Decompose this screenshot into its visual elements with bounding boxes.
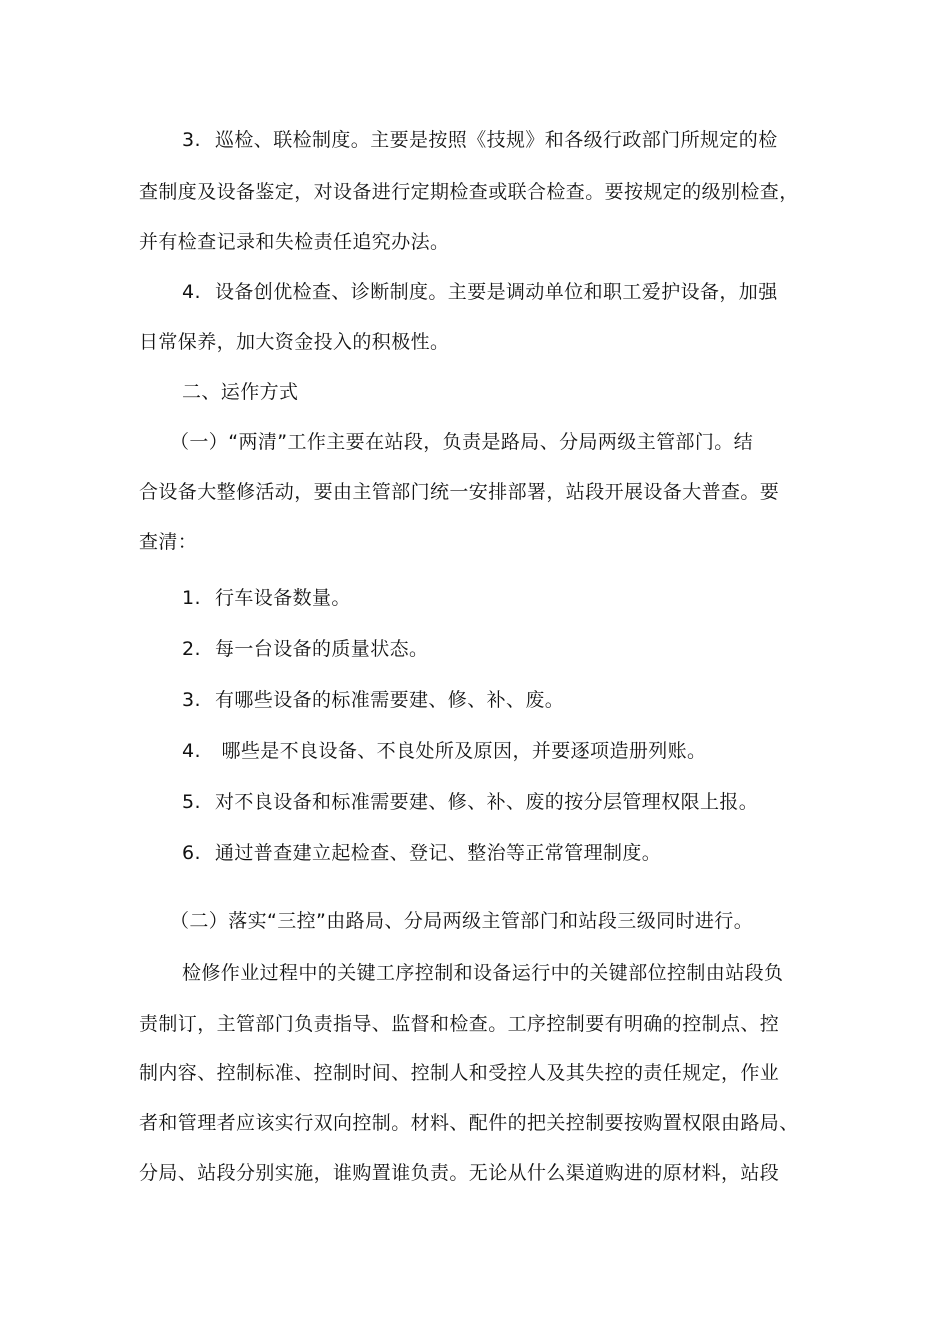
paragraph-three-control: （二）落实“三控”由路局、分局两级主管部门和站段三级同时进行。	[170, 910, 754, 932]
list-item	[182, 840, 661, 866]
list-item-text: 每一台设备的质量状态。	[215, 638, 429, 660]
paragraph-inspection-line-3: 制内容、控制标准、控制时间、控制人和受控人及其失控的责任规定，作业	[139, 1062, 780, 1084]
paragraph-two-clear-line-2: 合设备大整修活动，要由主管部门统一安排部署，站段开展设备大普查。要	[139, 481, 780, 503]
paragraph-two-clear-line-1: （一）“两清”工作主要在站段，负责是路局、分局两级主管部门。结	[170, 431, 754, 453]
list-item	[182, 585, 351, 611]
paragraph-inspection-line-1: 检修作业过程中的关键工序控制和设备运行中的关键部位控制由站段负	[182, 962, 784, 984]
paragraph-3-line-1	[182, 127, 778, 153]
list-number: 4.	[182, 740, 201, 762]
list-number: 1.	[182, 587, 201, 609]
paragraph-inspection-line-4: 者和管理者应该实行双向控制。材料、配件的把关控制要按购置权限由路局、	[139, 1112, 799, 1134]
paragraph-inspection-line-2: 责制订，主管部门负责指导、监督和检查。工序控制要有明确的控制点、控	[139, 1013, 780, 1035]
paragraph-3-line-2: 查制度及设备鉴定，对设备进行定期检查或联合检查。要按规定的级别检查，	[139, 181, 799, 203]
list-item-text: 哪些是不良设备、不良处所及原因，并要逐项造册列账。	[215, 740, 707, 762]
list-item-text: 行车设备数量。	[215, 587, 351, 609]
list-number: 4.	[182, 281, 201, 303]
list-item	[182, 738, 706, 764]
list-item	[182, 687, 564, 713]
paragraph-two-clear-line-3: 查清：	[139, 531, 198, 553]
list-number: 3.	[182, 129, 201, 151]
paragraph-4-line-1	[182, 279, 778, 305]
list-number: 5.	[182, 791, 201, 813]
list-number: 2.	[182, 638, 201, 660]
list-item	[182, 636, 428, 662]
paragraph-3-line-3: 并有检查记录和失检责任追究办法。	[139, 231, 450, 253]
list-item-text: 对不良设备和标准需要建、修、补、废的按分层管理权限上报。	[215, 791, 759, 813]
list-item	[182, 789, 758, 815]
paragraph-4-line-2: 日常保养，加大资金投入的积极性。	[139, 331, 450, 353]
list-item-text: 通过普查建立起检查、登记、整治等正常管理制度。	[215, 842, 662, 864]
list-number: 3.	[182, 689, 201, 711]
paragraph-text: 巡检、联检制度。主要是按照《技规》和各级行政部门所规定的检	[215, 129, 778, 151]
list-number: 6.	[182, 842, 201, 864]
list-item-text: 有哪些设备的标准需要建、修、补、废。	[215, 689, 565, 711]
paragraph-text: 设备创优检查、诊断制度。主要是调动单位和职工爱护设备，加强	[215, 281, 778, 303]
paragraph-inspection-line-5: 分局、站段分别实施，谁购置谁负责。无论从什么渠道购进的原材料，站段	[139, 1162, 780, 1184]
section-heading: 二、运作方式	[182, 381, 299, 403]
